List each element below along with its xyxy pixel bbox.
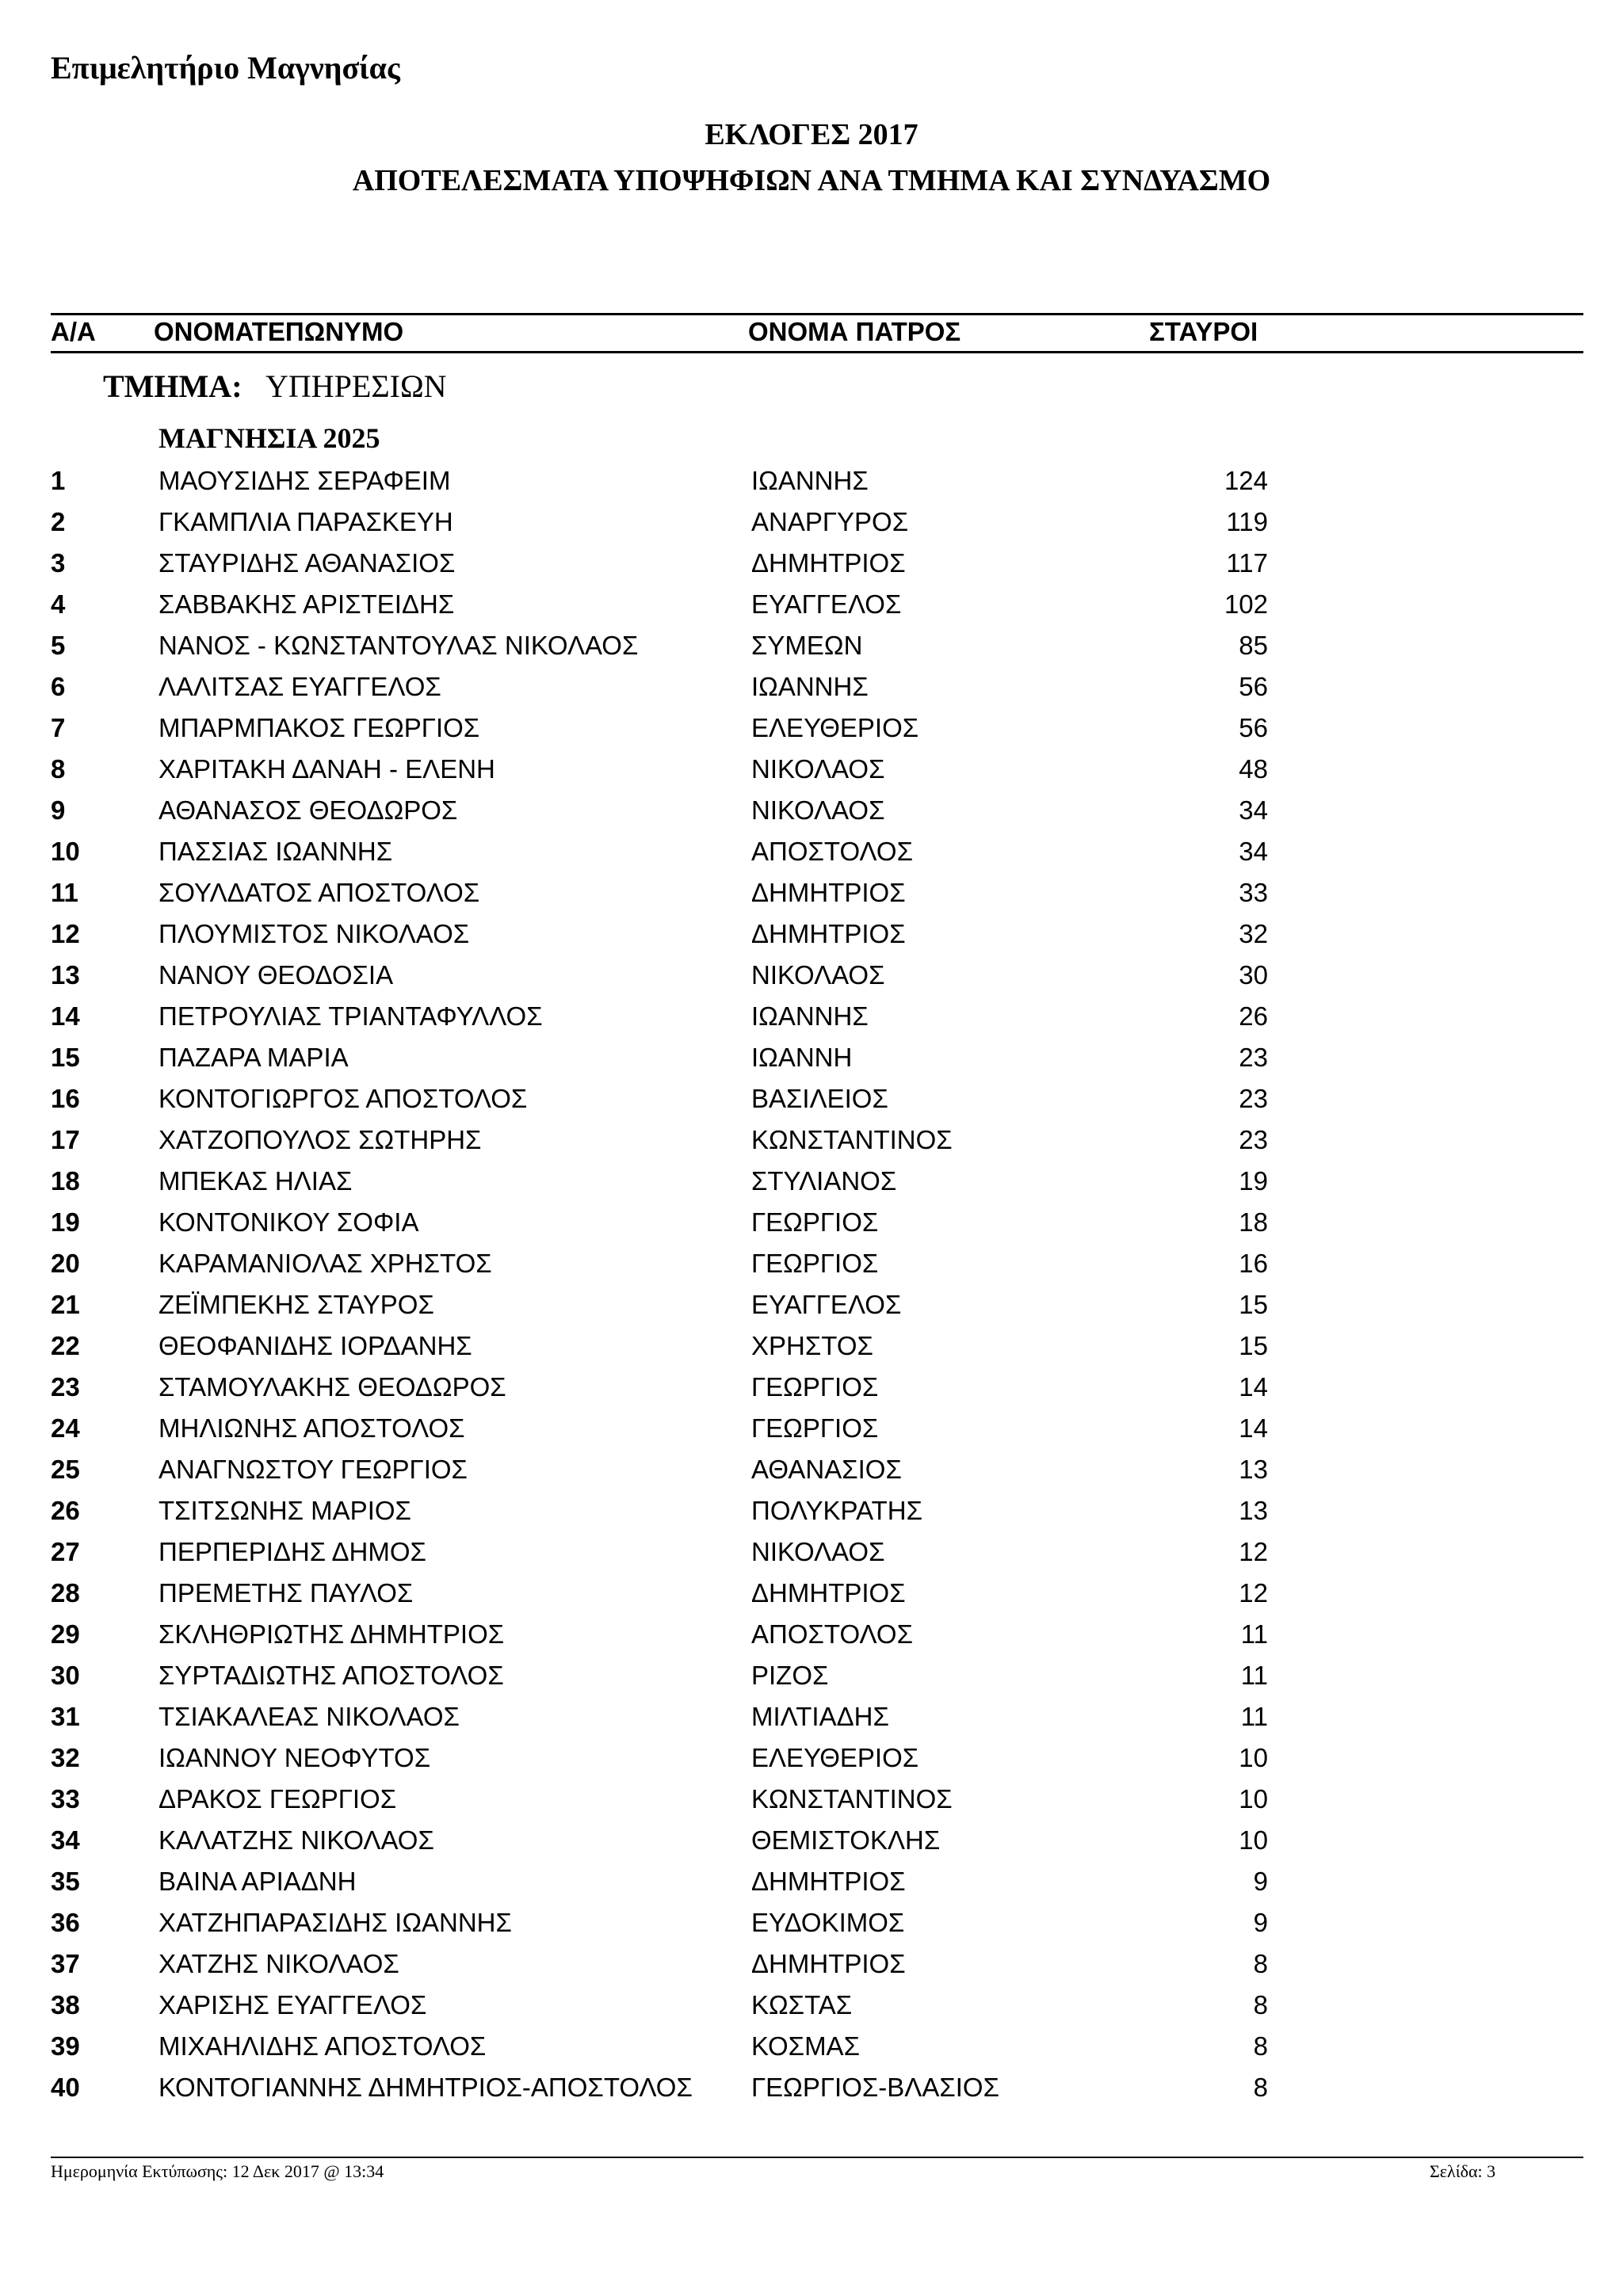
row-number: 34 bbox=[51, 1825, 80, 1855]
father-name: ΧΡΗΣΤΟΣ bbox=[751, 1331, 873, 1360]
footer-rule bbox=[51, 2157, 1583, 2158]
row-number: 29 bbox=[51, 1619, 80, 1649]
candidate-name: ΣΑΒΒΑΚΗΣ ΑΡΙΣΤΕΙΔΗΣ bbox=[158, 589, 455, 619]
candidate-name: ΝΑΝΟΣ - ΚΩΝΣΤΑΝΤΟΥΛΑΣ ΝΙΚΟΛΑΟΣ bbox=[158, 631, 639, 660]
candidate-name: ΠΕΤΡΟΥΛΙΑΣ ΤΡΙΑΝΤΑΦΥΛΛΟΣ bbox=[158, 1001, 543, 1031]
crosses-count: 15 bbox=[1239, 1290, 1268, 1319]
table-row bbox=[0, 713, 1623, 754]
father-name: ΙΩΑΝΝΗΣ bbox=[751, 1001, 869, 1031]
crosses-count: 8 bbox=[1253, 2073, 1268, 2102]
row-number: 35 bbox=[51, 1867, 80, 1896]
father-name: ΓΕΩΡΓΙΟΣ bbox=[751, 1372, 879, 1402]
candidate-name: ΠΕΡΠΕΡΙΔΗΣ ΔΗΜΟΣ bbox=[158, 1537, 426, 1566]
candidate-name: ΠΑΣΣΙΑΣ ΙΩΑΝΝΗΣ bbox=[158, 837, 393, 866]
crosses-count: 9 bbox=[1253, 1867, 1268, 1896]
table-row bbox=[0, 1619, 1623, 1661]
candidate-name: ΣΤΑΥΡΙΔΗΣ ΑΘΑΝΑΣΙΟΣ bbox=[158, 548, 456, 578]
table-row bbox=[0, 507, 1623, 548]
table-row bbox=[0, 2073, 1623, 2114]
table-row bbox=[0, 1290, 1623, 1331]
father-name: ΣΥΜΕΩΝ bbox=[751, 631, 863, 660]
row-number: 5 bbox=[51, 631, 66, 660]
row-number: 38 bbox=[51, 1990, 80, 2019]
list-name: ΜΑΓΝΗΣΙΑ 2025 bbox=[158, 422, 380, 454]
crosses-count: 10 bbox=[1239, 1784, 1268, 1814]
father-name: ΜΙΛΤΙΑΔΗΣ bbox=[751, 1702, 889, 1731]
table-row bbox=[0, 919, 1623, 960]
row-number: 7 bbox=[51, 713, 66, 742]
table-row bbox=[0, 960, 1623, 1001]
table-row bbox=[0, 1990, 1623, 2031]
candidate-name: ΝΑΝΟΥ ΘΕΟΔΟΣΙΑ bbox=[158, 960, 394, 990]
crosses-count: 117 bbox=[1226, 548, 1268, 578]
row-number: 25 bbox=[51, 1455, 80, 1484]
organization-name: Επιμελητήριο Μαγνησίας bbox=[51, 50, 400, 86]
crosses-count: 8 bbox=[1253, 1990, 1268, 2019]
table-row bbox=[0, 1867, 1623, 1908]
row-number: 22 bbox=[51, 1331, 80, 1360]
print-date: Ημερομηνία Εκτύπωσης: 12 Δεκ 2017 @ 13:34 bbox=[51, 2161, 384, 2181]
crosses-count: 11 bbox=[1240, 1661, 1268, 1690]
row-number: 32 bbox=[51, 1743, 80, 1772]
row-number: 1 bbox=[51, 466, 66, 495]
row-number: 37 bbox=[51, 1949, 80, 1978]
father-name: ΔΗΜΗΤΡΙΟΣ bbox=[751, 878, 906, 907]
candidate-name: ΚΟΝΤΟΓΙΑΝΝΗΣ ΔΗΜΗΤΡΙΟΣ-ΑΠΟΣΤΟΛΟΣ bbox=[158, 2073, 693, 2102]
row-number: 3 bbox=[51, 548, 66, 578]
father-name: ΕΥΑΓΓΕΛΟΣ bbox=[751, 1290, 902, 1319]
table-row bbox=[0, 1743, 1623, 1784]
table-row bbox=[0, 1084, 1623, 1125]
candidate-name: ΑΘΑΝΑΣΟΣ ΘΕΟΔΩΡΟΣ bbox=[158, 795, 458, 825]
header-bottom-rule bbox=[51, 351, 1583, 353]
candidate-name: ΚΟΝΤΟΝΙΚΟΥ ΣΟΦΙΑ bbox=[158, 1207, 419, 1237]
row-number: 16 bbox=[51, 1084, 80, 1113]
table-row bbox=[0, 672, 1623, 713]
candidate-name: ΠΛΟΥΜΙΣΤΟΣ ΝΙΚΟΛΑΟΣ bbox=[158, 919, 470, 948]
results-table bbox=[0, 466, 1623, 2114]
father-name: ΓΕΩΡΓΙΟΣ-ΒΛΑΣΙΟΣ bbox=[751, 2073, 999, 2102]
father-name: ΣΤΥΛΙΑΝΟΣ bbox=[751, 1166, 897, 1196]
row-number: 12 bbox=[51, 919, 80, 948]
row-number: 24 bbox=[51, 1413, 80, 1443]
father-name: ΝΙΚΟΛΑΟΣ bbox=[751, 754, 885, 784]
father-name: ΕΥΔΟΚΙΜΟΣ bbox=[751, 1908, 905, 1937]
candidate-name: ΔΡΑΚΟΣ ΓΕΩΡΓΙΟΣ bbox=[158, 1784, 397, 1814]
candidate-name: ΣΥΡΤΑΔΙΩΤΗΣ ΑΠΟΣΤΟΛΟΣ bbox=[158, 1661, 504, 1690]
crosses-count: 33 bbox=[1239, 878, 1268, 907]
crosses-count: 56 bbox=[1239, 713, 1268, 742]
father-name: ΚΩΣΤΑΣ bbox=[751, 1990, 853, 2019]
row-number: 18 bbox=[51, 1166, 80, 1196]
section-label: ΤΜΗΜΑ: bbox=[103, 368, 242, 404]
father-name: ΠΟΛΥΚΡΑΤΗΣ bbox=[751, 1496, 923, 1525]
document-title: ΕΚΛΟΓΕΣ 2017 bbox=[705, 118, 918, 151]
candidate-name: ΧΑΤΖΗΠΑΡΑΣΙΔΗΣ ΙΩΑΝΝΗΣ bbox=[158, 1908, 512, 1937]
row-number: 39 bbox=[51, 2031, 80, 2061]
table-row bbox=[0, 1455, 1623, 1496]
crosses-count: 34 bbox=[1239, 837, 1268, 866]
candidate-name: ΚΟΝΤΟΓΙΩΡΓΟΣ ΑΠΟΣΤΟΛΟΣ bbox=[158, 1084, 528, 1113]
row-number: 21 bbox=[51, 1290, 80, 1319]
table-row bbox=[0, 1207, 1623, 1249]
crosses-count: 23 bbox=[1239, 1084, 1268, 1113]
crosses-count: 34 bbox=[1239, 795, 1268, 825]
table-row bbox=[0, 1249, 1623, 1290]
father-name: ΓΕΩΡΓΙΟΣ bbox=[751, 1249, 879, 1278]
table-row bbox=[0, 1784, 1623, 1825]
crosses-count: 18 bbox=[1239, 1207, 1268, 1237]
crosses-count: 15 bbox=[1239, 1331, 1268, 1360]
header-top-rule bbox=[51, 313, 1583, 315]
document-subtitle: ΑΠΟΤΕΛΕΣΜΑΤΑ ΥΠΟΨΗΦΙΩΝ ΑΝΑ ΤΜΗΜΑ ΚΑΙ ΣΥΝΔΥΑΣΜΟ bbox=[352, 164, 1271, 197]
candidate-name: ΧΑΤΖΗΣ ΝΙΚΟΛΑΟΣ bbox=[158, 1949, 399, 1978]
father-name: ΚΩΝΣΤΑΝΤΙΝΟΣ bbox=[751, 1784, 953, 1814]
father-name: ΑΘΑΝΑΣΙΟΣ bbox=[751, 1455, 902, 1484]
table-row bbox=[0, 2031, 1623, 2073]
crosses-count: 10 bbox=[1239, 1743, 1268, 1772]
father-name: ΝΙΚΟΛΑΟΣ bbox=[751, 1537, 885, 1566]
row-number: 9 bbox=[51, 795, 66, 825]
candidate-name: ΣΤΑΜΟΥΛΑΚΗΣ ΘΕΟΔΩΡΟΣ bbox=[158, 1372, 506, 1402]
crosses-count: 16 bbox=[1239, 1249, 1268, 1278]
father-name: ΔΗΜΗΤΡΙΟΣ bbox=[751, 1867, 906, 1896]
crosses-count: 23 bbox=[1239, 1043, 1268, 1072]
crosses-count: 48 bbox=[1239, 754, 1268, 784]
candidate-name: ΤΣΙΤΣΩΝΗΣ ΜΑΡΙΟΣ bbox=[158, 1496, 411, 1525]
candidate-name: ΜΠΑΡΜΠΑΚΟΣ ΓΕΩΡΓΙΟΣ bbox=[158, 713, 480, 742]
father-name: ΔΗΜΗΤΡΙΟΣ bbox=[751, 1949, 906, 1978]
candidate-name: ΧΑΡΙΣΗΣ ΕΥΑΓΓΕΛΟΣ bbox=[158, 1990, 427, 2019]
crosses-count: 26 bbox=[1239, 1001, 1268, 1031]
row-number: 28 bbox=[51, 1578, 80, 1608]
crosses-count: 32 bbox=[1239, 919, 1268, 948]
column-header-father: ΟΝΟΜΑ ΠΑΤΡΟΣ bbox=[748, 317, 961, 346]
father-name: ΝΙΚΟΛΑΟΣ bbox=[751, 795, 885, 825]
candidate-name: ΑΝΑΓΝΩΣΤΟΥ ΓΕΩΡΓΙΟΣ bbox=[158, 1455, 468, 1484]
row-number: 14 bbox=[51, 1001, 80, 1031]
crosses-count: 12 bbox=[1239, 1578, 1268, 1608]
table-row bbox=[0, 1166, 1623, 1207]
father-name: ΔΗΜΗΤΡΙΟΣ bbox=[751, 548, 906, 578]
crosses-count: 12 bbox=[1239, 1537, 1268, 1566]
crosses-count: 8 bbox=[1253, 2031, 1268, 2061]
row-number: 4 bbox=[51, 589, 66, 619]
candidate-name: ΜΗΛΙΩΝΗΣ ΑΠΟΣΤΟΛΟΣ bbox=[158, 1413, 465, 1443]
candidate-name: ΧΑΤΖΟΠΟΥΛΟΣ ΣΩΤΗΡΗΣ bbox=[158, 1125, 482, 1154]
father-name: ΕΥΑΓΓΕΛΟΣ bbox=[751, 589, 902, 619]
table-row bbox=[0, 795, 1623, 837]
table-row bbox=[0, 754, 1623, 795]
row-number: 27 bbox=[51, 1537, 80, 1566]
father-name: ΕΛΕΥΘΕΡΙΟΣ bbox=[751, 1743, 919, 1772]
father-name: ΚΩΝΣΤΑΝΤΙΝΟΣ bbox=[751, 1125, 953, 1154]
crosses-count: 13 bbox=[1239, 1496, 1268, 1525]
table-row bbox=[0, 1702, 1623, 1743]
table-row bbox=[0, 878, 1623, 919]
crosses-count: 124 bbox=[1224, 466, 1268, 495]
father-name: ΙΩΑΝΝΗ bbox=[751, 1043, 853, 1072]
row-number: 36 bbox=[51, 1908, 80, 1937]
crosses-count: 11 bbox=[1240, 1619, 1268, 1649]
candidate-name: ΒΑΙΝΑ ΑΡΙΑΔΝΗ bbox=[158, 1867, 357, 1896]
father-name: ΙΩΑΝΝΗΣ bbox=[751, 672, 869, 701]
row-number: 10 bbox=[51, 837, 80, 866]
candidate-name: ΠΑΖΑΡΑ ΜΑΡΙΑ bbox=[158, 1043, 349, 1072]
father-name: ΡΙΖΟΣ bbox=[751, 1661, 829, 1690]
candidate-name: ΖΕΪΜΠΕΚΗΣ ΣΤΑΥΡΟΣ bbox=[158, 1290, 434, 1319]
column-header-name: ΟΝΟΜΑΤΕΠΩΝΥΜΟ bbox=[154, 317, 404, 346]
table-row bbox=[0, 1578, 1623, 1619]
table-row bbox=[0, 466, 1623, 507]
father-name: ΔΗΜΗΤΡΙΟΣ bbox=[751, 1578, 906, 1608]
row-number: 17 bbox=[51, 1125, 80, 1154]
row-number: 8 bbox=[51, 754, 66, 784]
father-name: ΑΝΑΡΓΥΡΟΣ bbox=[751, 507, 909, 536]
table-row bbox=[0, 1413, 1623, 1455]
candidate-name: ΧΑΡΙΤΑΚΗ ΔΑΝΑΗ - ΕΛΕΝΗ bbox=[158, 754, 495, 784]
father-name: ΓΕΩΡΓΙΟΣ bbox=[751, 1413, 879, 1443]
crosses-count: 13 bbox=[1239, 1455, 1268, 1484]
candidate-name: ΛΑΛΙΤΣΑΣ ΕΥΑΓΓΕΛΟΣ bbox=[158, 672, 441, 701]
table-row bbox=[0, 1331, 1623, 1372]
table-row bbox=[0, 631, 1623, 672]
table-row bbox=[0, 1825, 1623, 1867]
candidate-name: ΠΡΕΜΕΤΗΣ ΠΑΥΛΟΣ bbox=[158, 1578, 414, 1608]
candidate-name: ΣΟΥΛΔΑΤΟΣ ΑΠΟΣΤΟΛΟΣ bbox=[158, 878, 480, 907]
table-row bbox=[0, 1537, 1623, 1578]
crosses-count: 119 bbox=[1226, 507, 1268, 536]
row-number: 15 bbox=[51, 1043, 80, 1072]
crosses-count: 8 bbox=[1253, 1949, 1268, 1978]
father-name: ΕΛΕΥΘΕΡΙΟΣ bbox=[751, 713, 919, 742]
table-row bbox=[0, 1125, 1623, 1166]
table-row bbox=[0, 1496, 1623, 1537]
table-row bbox=[0, 589, 1623, 631]
row-number: 20 bbox=[51, 1249, 80, 1278]
candidate-name: ΚΑΛΑΤΖΗΣ ΝΙΚΟΛΑΟΣ bbox=[158, 1825, 434, 1855]
crosses-count: 14 bbox=[1239, 1372, 1268, 1402]
candidate-name: ΚΑΡΑΜΑΝΙΟΛΑΣ ΧΡΗΣΤΟΣ bbox=[158, 1249, 492, 1278]
father-name: ΚΟΣΜΑΣ bbox=[751, 2031, 860, 2061]
table-row bbox=[0, 548, 1623, 589]
crosses-count: 19 bbox=[1239, 1166, 1268, 1196]
candidate-name: ΜΑΟΥΣΙΔΗΣ ΣΕΡΑΦΕΙΜ bbox=[158, 466, 451, 495]
crosses-count: 85 bbox=[1239, 631, 1268, 660]
row-number: 33 bbox=[51, 1784, 80, 1814]
row-number: 6 bbox=[51, 672, 66, 701]
column-header-crosses: ΣΤΑΥΡΟΙ bbox=[1149, 317, 1258, 346]
table-row bbox=[0, 1661, 1623, 1702]
row-number: 19 bbox=[51, 1207, 80, 1237]
table-row bbox=[0, 1908, 1623, 1949]
section-value: ΥΠΗΡΕΣΙΩΝ bbox=[265, 368, 447, 404]
father-name: ΓΕΩΡΓΙΟΣ bbox=[751, 1207, 879, 1237]
row-number: 11 bbox=[51, 878, 78, 907]
father-name: ΑΠΟΣΤΟΛΟΣ bbox=[751, 1619, 913, 1649]
candidate-name: ΜΙΧΑΗΛΙΔΗΣ ΑΠΟΣΤΟΛΟΣ bbox=[158, 2031, 487, 2061]
candidate-name: ΘΕΟΦΑΝΙΔΗΣ ΙΟΡΔΑΝΗΣ bbox=[158, 1331, 472, 1360]
crosses-count: 30 bbox=[1239, 960, 1268, 990]
crosses-count: 10 bbox=[1239, 1825, 1268, 1855]
row-number: 23 bbox=[51, 1372, 80, 1402]
table-row bbox=[0, 1001, 1623, 1043]
crosses-count: 102 bbox=[1224, 589, 1268, 619]
father-name: ΝΙΚΟΛΑΟΣ bbox=[751, 960, 885, 990]
column-header-aa: Α/Α bbox=[51, 317, 96, 346]
row-number: 31 bbox=[51, 1702, 80, 1731]
crosses-count: 9 bbox=[1253, 1908, 1268, 1937]
father-name: ΘΕΜΙΣΤΟΚΛΗΣ bbox=[751, 1825, 941, 1855]
row-number: 13 bbox=[51, 960, 80, 990]
candidate-name: ΙΩΑΝΝΟΥ ΝΕΟΦΥΤΟΣ bbox=[158, 1743, 431, 1772]
table-row bbox=[0, 837, 1623, 878]
father-name: ΔΗΜΗΤΡΙΟΣ bbox=[751, 919, 906, 948]
page-number: Σελίδα: 3 bbox=[1430, 2161, 1496, 2181]
candidate-name: ΓΚΑΜΠΛΙΑ ΠΑΡΑΣΚΕΥΗ bbox=[158, 507, 453, 536]
father-name: ΙΩΑΝΝΗΣ bbox=[751, 466, 869, 495]
candidate-name: ΜΠΕΚΑΣ ΗΛΙΑΣ bbox=[158, 1166, 353, 1196]
table-row bbox=[0, 1949, 1623, 1990]
candidate-name: ΣΚΛΗΘΡΙΩΤΗΣ ΔΗΜΗΤΡΙΟΣ bbox=[158, 1619, 505, 1649]
row-number: 26 bbox=[51, 1496, 80, 1525]
father-name: ΑΠΟΣΤΟΛΟΣ bbox=[751, 837, 913, 866]
crosses-count: 11 bbox=[1240, 1702, 1268, 1731]
table-row bbox=[0, 1372, 1623, 1413]
crosses-count: 56 bbox=[1239, 672, 1268, 701]
row-number: 30 bbox=[51, 1661, 80, 1690]
row-number: 2 bbox=[51, 507, 66, 536]
table-row bbox=[0, 1043, 1623, 1084]
crosses-count: 14 bbox=[1239, 1413, 1268, 1443]
candidate-name: ΤΣΙΑΚΑΛΕΑΣ ΝΙΚΟΛΑΟΣ bbox=[158, 1702, 460, 1731]
row-number: 40 bbox=[51, 2073, 80, 2102]
father-name: ΒΑΣΙΛΕΙΟΣ bbox=[751, 1084, 888, 1113]
crosses-count: 23 bbox=[1239, 1125, 1268, 1154]
